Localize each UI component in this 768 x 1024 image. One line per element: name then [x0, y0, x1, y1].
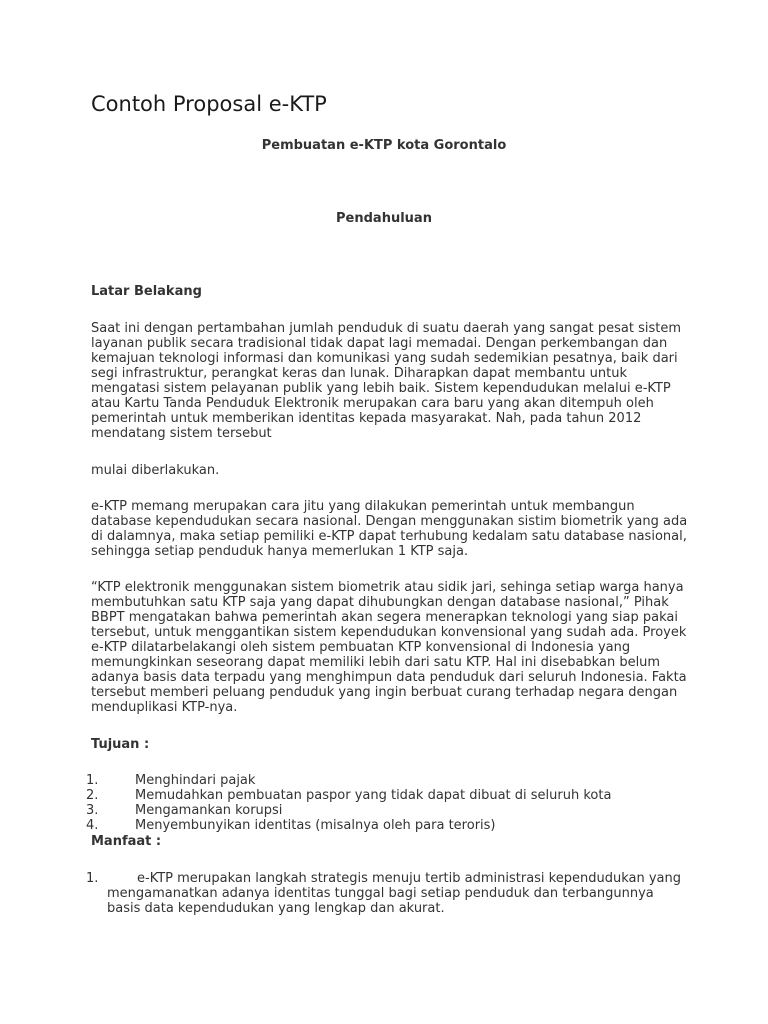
list-text: Memudahkan pembuatan paspor yang tidak dapat dibuat di seluruh kota	[135, 788, 612, 803]
list-number: 1.	[86, 773, 99, 788]
list-number: 2.	[86, 788, 99, 803]
manfaat-list-item	[86, 871, 686, 916]
list-number: 4.	[86, 818, 99, 833]
paragraph-3: e-KTP memang merupakan cara jitu yang dilakukan pemerintah untuk membangun database kependudukan secara nasional. Dengan menggunakan sistim biometrik yang ada di dalamnya, maka setiap pemiliki e-KTP dapat terhubung kedalam satu database nasional, sehingga setiap penduduk hanya memerlukan 1 KTP saja.	[91, 499, 688, 559]
tujuan-heading: Tujuan :	[91, 737, 150, 752]
document-title: Contoh Proposal e-KTP	[91, 92, 327, 116]
latar-belakang-heading: Latar Belakang	[91, 284, 202, 299]
paragraph-4: “KTP elektronik menggunakan sistem biometrik atau sidik jari, sehinga setiap warga hanya membutuhkan satu KTP saja yang dapat dihubungkan dengan database nasional,” Pihak BBPT mengatakan bahwa pemerintah akan segera menerapkan teknologi yang siap pakai tersebut, untuk menggantikan sistem kependudukan konvensional yang sudah ada. Proyek e-KTP dilatarbelakangi oleh sistem pembuatan KTP konvensional di Indonesia yang memungkinkan seseorang dapat memiliki lebih dari satu KTP. Hal ini disebabkan belum adanya basis data terpadu yang menghimpun data penduduk dari seluruh Indonesia. Fakta tersebut memberi peluang penduduk yang ingin berbuat curang terhadap negara dengan menduplikasi KTP-nya.	[91, 580, 687, 715]
list-number: 3.	[86, 803, 99, 818]
document-subtitle: Pembuatan e-KTP kota Gorontalo	[261, 138, 507, 153]
list-text: e-KTP merupakan langkah strategis menuju tertib administrasi kependudukan yang mengamanatkan adanya identitas tunggal bagi setiap penduduk dan terbangunnya basis data kependudukan yang lengkap dan akurat.	[107, 871, 681, 916]
paragraph-1: Saat ini dengan pertambahan jumlah penduduk di suatu daerah yang sangat pesat sistem layanan publik secara tradisional tidak dapat lagi memadai. Dengan perkembangan dan kemajuan teknologi informasi dan komunikasi yang sudah sedemikian pesatnya, baik dari segi infrastruktur, perangkat keras dan lunak. Diharapkan dapat membantu untuk mengatasi sistem pelayanan publik yang lebih baik. Sistem kependudukan melalui e-KTP atau Kartu Tanda Penduduk Elektronik merupakan cara baru yang akan ditempuh oleh pemerintah untuk memberikan identitas kepada masyarakat. Nah, pada tahun 2012 mendatang sistem tersebut	[91, 321, 681, 441]
list-text: Mengamankan korupsi	[135, 803, 283, 818]
manfaat-heading: Manfaat :	[91, 834, 162, 849]
list-text: Menyembunyikan identitas (misalnya oleh para teroris)	[135, 818, 496, 833]
list-text: Menghindari pajak	[135, 773, 256, 788]
list-number: 1.	[86, 871, 99, 886]
section-heading: Pendahuluan	[336, 211, 432, 226]
paragraph-2: mulai diberlakukan.	[91, 463, 220, 478]
